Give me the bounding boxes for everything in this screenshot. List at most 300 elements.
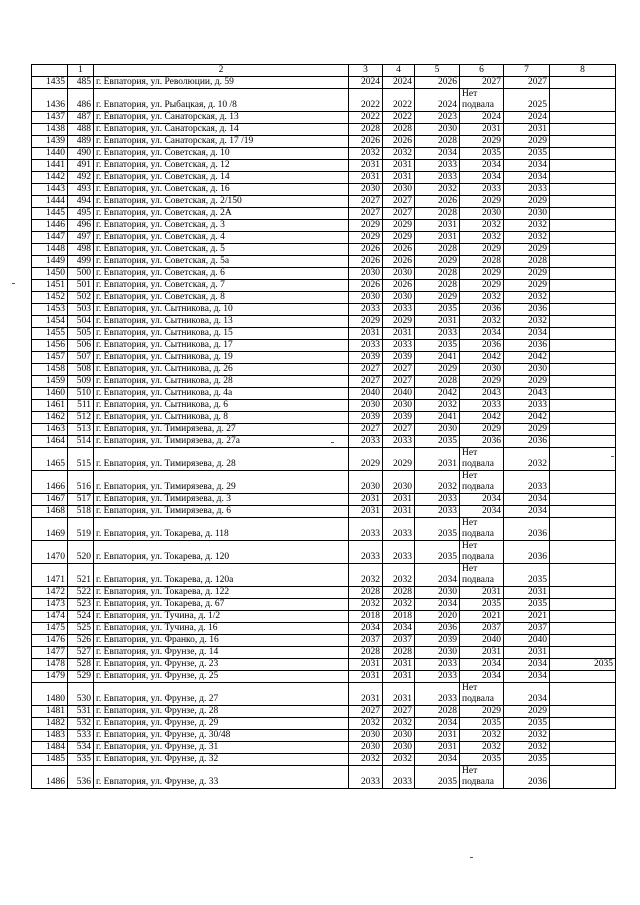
- table-cell-n: 1454: [32, 316, 68, 328]
- table-cell-c5: 2032: [415, 471, 460, 494]
- table-cell-i: 509: [68, 376, 94, 388]
- table-cell-addr: г. Евпатория, ул. Токарева, д. 118: [94, 518, 349, 541]
- table-cell-n: 1451: [32, 280, 68, 292]
- table-cell-c6: 2034: [460, 671, 504, 683]
- table-cell-c7: 2027: [504, 77, 550, 89]
- table-cell-c4: 2026: [383, 244, 415, 256]
- table-cell-c3: 2034: [349, 623, 383, 635]
- table-cell-i: 491: [68, 160, 94, 172]
- table-cell-i: 488: [68, 124, 94, 136]
- table-cell-addr: г. Евпатория, ул. Тимирязева, д. 27а: [94, 436, 349, 448]
- table-cell-c5: 2031: [415, 448, 460, 471]
- table-row: [32, 148, 616, 160]
- table-cell-c7: 2030: [504, 364, 550, 376]
- table-cell-c7: 2036: [504, 304, 550, 316]
- table-cell-c8: [550, 280, 616, 292]
- table-cell-c3: 2031: [349, 160, 383, 172]
- table-cell-i: 523: [68, 599, 94, 611]
- table-cell-c4: 2032: [383, 599, 415, 611]
- table-cell-c6: 2043: [460, 388, 504, 400]
- table-cell-c5: 2033: [415, 172, 460, 184]
- table-cell-c4: 2018: [383, 611, 415, 623]
- table-cell-addr: г. Евпатория, ул. Советская, д. 2/150: [94, 196, 349, 208]
- table-cell-i: 496: [68, 220, 94, 232]
- table-cell-addr: г. Евпатория, ул. Фрунзе, д. 33: [94, 766, 349, 789]
- table-cell-c7: 2043: [504, 388, 550, 400]
- table-cell-c4: 2033: [383, 518, 415, 541]
- cell-text: Нет: [462, 448, 478, 458]
- table-cell-c3: 2027: [349, 364, 383, 376]
- cell-text: подвала: [462, 529, 495, 539]
- table-cell-addr: г. Евпатория, ул. Революции, д. 59: [94, 77, 349, 89]
- table-cell-c8: [550, 412, 616, 424]
- table-cell-addr: г. Евпатория, ул. Советская, д. 16: [94, 184, 349, 196]
- table-cell-c6: 2034: [460, 328, 504, 340]
- table-cell-c7: 2032: [504, 316, 550, 328]
- table-cell-addr: г. Евпатория, ул. Рыбацкая, д. 10 /8: [94, 89, 349, 112]
- table-cell-c6: 2027: [460, 77, 504, 89]
- table-row: [32, 220, 616, 232]
- table-cell-c6: 2029: [460, 376, 504, 388]
- table-cell-addr: г. Евпатория, ул. Сытникова, д. 8: [94, 412, 349, 424]
- table-cell-c6: 2032: [460, 730, 504, 742]
- table-cell-c7: 2028: [504, 256, 550, 268]
- table-cell-c3: 2030: [349, 292, 383, 304]
- table-cell-c8: [550, 124, 616, 136]
- table-row: [32, 706, 616, 718]
- table-cell-c5: 2030: [415, 124, 460, 136]
- table-row: [32, 184, 616, 196]
- table-cell-n: 1482: [32, 718, 68, 730]
- cell-no-basement: [460, 89, 504, 112]
- table-cell-addr: г. Евпатория, ул. Тучина, д. 16: [94, 623, 349, 635]
- table-cell-addr: г. Евпатория, ул. Фрунзе, д. 30/48: [94, 730, 349, 742]
- cell-text: Нет: [462, 541, 478, 551]
- table-cell-c5: 2042: [415, 388, 460, 400]
- header-cell: 5: [415, 65, 460, 77]
- table-cell-c6: 2042: [460, 412, 504, 424]
- table-cell-i: 486: [68, 89, 94, 112]
- table-cell-c8: [550, 635, 616, 647]
- table-cell-c8: [550, 77, 616, 89]
- table-cell-addr: г. Евпатория, ул. Токарева, д. 120: [94, 541, 349, 564]
- cell-no-basement: [460, 448, 504, 471]
- table-row: [32, 494, 616, 506]
- table-cell-n: 1485: [32, 754, 68, 766]
- table-row: [32, 112, 616, 124]
- table-cell-c7: 2032: [504, 232, 550, 244]
- table-row: [32, 172, 616, 184]
- table-cell-addr: г. Евпатория, ул. Санаторская, д. 17 /19: [94, 136, 349, 148]
- table-cell-c5: 2026: [415, 77, 460, 89]
- scan-mark: [611, 456, 614, 457]
- table-cell-c6: 2030: [460, 208, 504, 220]
- table-cell-c4: 2026: [383, 256, 415, 268]
- table-cell-c8: [550, 328, 616, 340]
- table-cell-addr: г. Евпатория, ул. Советская, д. 5: [94, 244, 349, 256]
- table-cell-c7: 2029: [504, 424, 550, 436]
- table-cell-c5: 2035: [415, 340, 460, 352]
- table-cell-i: 498: [68, 244, 94, 256]
- table-cell-c7: 2040: [504, 635, 550, 647]
- cell-no-basement: [460, 564, 504, 587]
- table-cell-c3: 2028: [349, 124, 383, 136]
- table-cell-c7: 2035: [504, 148, 550, 160]
- table-cell-i: 495: [68, 208, 94, 220]
- table-cell-c3: 2033: [349, 304, 383, 316]
- cell-text: Нет: [462, 518, 478, 528]
- table-cell-n: 1452: [32, 292, 68, 304]
- table-cell-c5: 2028: [415, 376, 460, 388]
- table-cell-c6: 2034: [460, 172, 504, 184]
- table-cell-c4: 2031: [383, 671, 415, 683]
- table-cell-c3: 2027: [349, 376, 383, 388]
- table-row: [32, 256, 616, 268]
- table-cell-c3: 2026: [349, 136, 383, 148]
- table-cell-c3: 2030: [349, 400, 383, 412]
- table-cell-c5: 2031: [415, 232, 460, 244]
- table-row: [32, 376, 616, 388]
- table-cell-c3: 2031: [349, 328, 383, 340]
- table-cell-c4: 2029: [383, 220, 415, 232]
- table-cell-c4: 2034: [383, 623, 415, 635]
- table-cell-c3: 2031: [349, 683, 383, 706]
- table-cell-n: 1467: [32, 494, 68, 506]
- table-cell-n: 1476: [32, 635, 68, 647]
- table-cell-c7: 2029: [504, 244, 550, 256]
- table-cell-i: 511: [68, 400, 94, 412]
- table-cell-c8: [550, 220, 616, 232]
- cell-no-basement: [460, 471, 504, 494]
- table-cell-c8: [550, 683, 616, 706]
- table-cell-c8: [550, 376, 616, 388]
- table-cell-n: 1437: [32, 112, 68, 124]
- table-cell-addr: г. Евпатория, ул. Советская, д. 6: [94, 268, 349, 280]
- table-cell-c6: 2029: [460, 706, 504, 718]
- table-cell-c5: 2020: [415, 611, 460, 623]
- table-cell-c8: [550, 494, 616, 506]
- table-cell-n: 1442: [32, 172, 68, 184]
- scan-mark: [331, 442, 334, 443]
- table-cell-c4: 2031: [383, 172, 415, 184]
- table-cell-c6: 2040: [460, 635, 504, 647]
- table-cell-c5: 2029: [415, 364, 460, 376]
- table-cell-c7: 2036: [504, 541, 550, 564]
- table-cell-c3: 2033: [349, 541, 383, 564]
- table-cell-c8: 2035: [550, 659, 616, 671]
- table-cell-c3: 2039: [349, 352, 383, 364]
- table-cell-c7: 2035: [504, 754, 550, 766]
- table-cell-i: 493: [68, 184, 94, 196]
- table-cell-c3: 2027: [349, 706, 383, 718]
- table-cell-c5: 2032: [415, 400, 460, 412]
- table-cell-c8: [550, 388, 616, 400]
- table-cell-c5: 2030: [415, 647, 460, 659]
- table-cell-n: 1478: [32, 659, 68, 671]
- table-cell-i: 505: [68, 328, 94, 340]
- table-cell-n: 1455: [32, 328, 68, 340]
- table-cell-i: 512: [68, 412, 94, 424]
- table-cell-c6: 2033: [460, 184, 504, 196]
- table-cell-c4: 2032: [383, 754, 415, 766]
- table-cell-addr: г. Евпатория, ул. Фрунзе, д. 31: [94, 742, 349, 754]
- table-cell-c7: 2036: [504, 518, 550, 541]
- table-cell-c8: [550, 611, 616, 623]
- table-cell-addr: г. Евпатория, ул. Санаторская, д. 14: [94, 124, 349, 136]
- table-cell-n: 1460: [32, 388, 68, 400]
- table-cell-c7: 2032: [504, 730, 550, 742]
- table-cell-c3: 2039: [349, 412, 383, 424]
- table-cell-c6: 2024: [460, 112, 504, 124]
- cell-no-basement: [460, 518, 504, 541]
- table-cell-c8: [550, 89, 616, 112]
- table-cell-i: 515: [68, 448, 94, 471]
- table-cell-addr: г. Евпатория, ул. Сытникова, д. 6: [94, 400, 349, 412]
- table-cell-c3: 2033: [349, 766, 383, 789]
- table-cell-c7: 2034: [504, 494, 550, 506]
- table-cell-c7: 2032: [504, 448, 550, 471]
- table-cell-n: 1449: [32, 256, 68, 268]
- table-cell-i: 526: [68, 635, 94, 647]
- table-cell-addr: г. Евпатория, ул. Фрунзе, д. 14: [94, 647, 349, 659]
- cell-text: подвала: [462, 100, 495, 110]
- table-cell-n: 1472: [32, 587, 68, 599]
- header-cell: 2: [94, 65, 349, 77]
- table-row: [32, 364, 616, 376]
- table-cell-n: 1462: [32, 412, 68, 424]
- table-cell-addr: г. Евпатория, ул. Сытникова, д. 26: [94, 364, 349, 376]
- table-cell-n: 1469: [32, 518, 68, 541]
- table-cell-c5: 2034: [415, 564, 460, 587]
- table-cell-c3: 2027: [349, 208, 383, 220]
- table-cell-addr: г. Евпатория, ул. Франко, д. 16: [94, 635, 349, 647]
- table-cell-c4: 2030: [383, 471, 415, 494]
- table-cell-c7: 2035: [504, 718, 550, 730]
- table-cell-c4: 2031: [383, 659, 415, 671]
- table-cell-c4: 2028: [383, 124, 415, 136]
- table-cell-c5: 2028: [415, 208, 460, 220]
- table-cell-addr: г. Евпатория, ул. Советская, д. 7: [94, 280, 349, 292]
- table-cell-n: 1475: [32, 623, 68, 635]
- table-cell-c8: [550, 599, 616, 611]
- table-cell-n: 1459: [32, 376, 68, 388]
- table-cell-c4: 2026: [383, 280, 415, 292]
- table-cell-i: 508: [68, 364, 94, 376]
- table-cell-c4: 2029: [383, 316, 415, 328]
- table-cell-c7: 2034: [504, 671, 550, 683]
- table-cell-c4: 2030: [383, 268, 415, 280]
- table-cell-c4: 2026: [383, 136, 415, 148]
- table-row: [32, 340, 616, 352]
- table-cell-c5: 2028: [415, 268, 460, 280]
- table-cell-i: 501: [68, 280, 94, 292]
- table-cell-c5: 2033: [415, 328, 460, 340]
- table-cell-i: 516: [68, 471, 94, 494]
- table-cell-c5: 2028: [415, 280, 460, 292]
- table-cell-n: 1440: [32, 148, 68, 160]
- table-cell-c4: 2033: [383, 541, 415, 564]
- table-cell-addr: г. Евпатория, ул. Сытникова, д. 15: [94, 328, 349, 340]
- table-cell-c5: 2034: [415, 754, 460, 766]
- table-cell-c6: 2030: [460, 364, 504, 376]
- table-cell-c5: 2035: [415, 436, 460, 448]
- table-cell-c4: 2027: [383, 424, 415, 436]
- table-cell-n: 1466: [32, 471, 68, 494]
- table-cell-c6: 2032: [460, 220, 504, 232]
- table-cell-c7: 2035: [504, 564, 550, 587]
- table-cell-i: 514: [68, 436, 94, 448]
- table-cell-c7: 2033: [504, 184, 550, 196]
- data-table: [31, 64, 616, 789]
- table-cell-c3: 2033: [349, 436, 383, 448]
- table-cell-c8: [550, 623, 616, 635]
- table-cell-addr: г. Евпатория, ул. Тимирязева, д. 29: [94, 471, 349, 494]
- table-cell-addr: г. Евпатория, ул. Фрунзе, д. 23: [94, 659, 349, 671]
- table-cell-n: 1446: [32, 220, 68, 232]
- table-cell-c8: [550, 742, 616, 754]
- table-cell-c5: 2035: [415, 541, 460, 564]
- table-cell-c6: 2031: [460, 124, 504, 136]
- table-cell-addr: г. Евпатория, ул. Советская, д. 8: [94, 292, 349, 304]
- table-row: [32, 448, 616, 471]
- table-row: [32, 316, 616, 328]
- table-cell-c3: 2026: [349, 280, 383, 292]
- header-cell: 1: [68, 65, 94, 77]
- table-cell-c5: 2033: [415, 494, 460, 506]
- table-cell-c3: 2031: [349, 671, 383, 683]
- table-cell-c8: [550, 148, 616, 160]
- table-cell-c8: [550, 256, 616, 268]
- table-cell-c8: [550, 268, 616, 280]
- table-cell-n: 1477: [32, 647, 68, 659]
- table-cell-c5: 2036: [415, 623, 460, 635]
- table-cell-i: 530: [68, 683, 94, 706]
- table-cell-c4: 2022: [383, 112, 415, 124]
- table-row: [32, 328, 616, 340]
- table-cell-addr: г. Евпатория, ул. Советская, д. 5а: [94, 256, 349, 268]
- table-cell-c7: 2032: [504, 220, 550, 232]
- table-cell-c6: 2032: [460, 742, 504, 754]
- table-row: [32, 232, 616, 244]
- table-cell-i: 499: [68, 256, 94, 268]
- table-cell-addr: г. Евпатория, ул. Советская, д. 2А: [94, 208, 349, 220]
- table-row: [32, 208, 616, 220]
- table-cell-c4: 2028: [383, 647, 415, 659]
- table-cell-c3: 2018: [349, 611, 383, 623]
- table-cell-c5: 2032: [415, 184, 460, 196]
- table-cell-c8: [550, 671, 616, 683]
- table-cell-c7: 2034: [504, 506, 550, 518]
- table-row: [32, 518, 616, 541]
- table-cell-i: 485: [68, 77, 94, 89]
- table-cell-c7: 2033: [504, 400, 550, 412]
- table-cell-c4: 2027: [383, 208, 415, 220]
- table-cell-c4: 2039: [383, 352, 415, 364]
- table-cell-c5: 2033: [415, 506, 460, 518]
- table-cell-addr: г. Евпатория, ул. Советская, д. 12: [94, 160, 349, 172]
- table-cell-c5: 2039: [415, 635, 460, 647]
- table-cell-c7: 2029: [504, 280, 550, 292]
- table-cell-c6: 2036: [460, 340, 504, 352]
- table-cell-n: 1457: [32, 352, 68, 364]
- table-cell-addr: г. Евпатория, ул. Санаторская, д. 13: [94, 112, 349, 124]
- cell-text: Нет: [462, 564, 478, 574]
- table-cell-addr: г. Евпатория, ул. Советская, д. 10: [94, 148, 349, 160]
- table-cell-c4: 2030: [383, 730, 415, 742]
- table-cell-c5: 2031: [415, 730, 460, 742]
- table-cell-i: 529: [68, 671, 94, 683]
- table-cell-c7: 2029: [504, 136, 550, 148]
- table-cell-c5: 2031: [415, 742, 460, 754]
- table-cell-addr: г. Евпатория, ул. Фрунзе, д. 32: [94, 754, 349, 766]
- table-cell-c8: [550, 706, 616, 718]
- table-cell-c3: 2033: [349, 340, 383, 352]
- cell-no-basement: [460, 541, 504, 564]
- table-cell-c7: 2034: [504, 328, 550, 340]
- table-cell-c3: 2029: [349, 316, 383, 328]
- table-cell-addr: г. Евпатория, ул. Токарева, д. 120а: [94, 564, 349, 587]
- table-cell-c4: 2039: [383, 412, 415, 424]
- table-cell-c4: 2032: [383, 148, 415, 160]
- table-cell-c3: 2031: [349, 506, 383, 518]
- table-cell-c4: 2027: [383, 706, 415, 718]
- table-cell-c7: 2034: [504, 683, 550, 706]
- table-cell-c4: 2030: [383, 184, 415, 196]
- table-cell-c5: 2026: [415, 196, 460, 208]
- table-row: [32, 268, 616, 280]
- table-row: [32, 599, 616, 611]
- table-cell-c5: 2034: [415, 599, 460, 611]
- table-cell-n: 1480: [32, 683, 68, 706]
- header-row: [32, 65, 616, 77]
- table-cell-c3: 2030: [349, 471, 383, 494]
- table-cell-n: 1473: [32, 599, 68, 611]
- cell-no-basement: [460, 683, 504, 706]
- table-cell-c8: [550, 471, 616, 494]
- table-cell-c6: 2032: [460, 316, 504, 328]
- table-cell-c8: [550, 364, 616, 376]
- table-row: [32, 304, 616, 316]
- cell-text: Нет: [462, 766, 478, 776]
- table-cell-i: 519: [68, 518, 94, 541]
- table-cell-c7: 2036: [504, 340, 550, 352]
- table-cell-c4: 2029: [383, 232, 415, 244]
- table-cell-n: 1464: [32, 436, 68, 448]
- table-cell-c8: [550, 160, 616, 172]
- table-cell-c7: 2034: [504, 659, 550, 671]
- table-cell-c5: 2035: [415, 518, 460, 541]
- table-cell-c3: 2032: [349, 754, 383, 766]
- table-cell-addr: г. Евпатория, ул. Советская, д. 3: [94, 220, 349, 232]
- table-row: [32, 683, 616, 706]
- table-cell-c3: 2029: [349, 232, 383, 244]
- cell-text: подвала: [462, 459, 495, 469]
- table-cell-addr: г. Евпатория, ул. Сытникова, д. 28: [94, 376, 349, 388]
- table-cell-c4: 2032: [383, 564, 415, 587]
- table-cell-i: 510: [68, 388, 94, 400]
- table-cell-c7: 2034: [504, 172, 550, 184]
- table-cell-n: 1435: [32, 77, 68, 89]
- table-cell-c6: 2035: [460, 148, 504, 160]
- table-row: [32, 400, 616, 412]
- table-cell-c3: 2030: [349, 184, 383, 196]
- table-cell-c6: 2029: [460, 244, 504, 256]
- table-cell-c8: [550, 316, 616, 328]
- table-cell-c5: 2030: [415, 587, 460, 599]
- table-cell-c8: [550, 304, 616, 316]
- table-cell-addr: г. Евпатория, ул. Тимирязева, д. 3: [94, 494, 349, 506]
- table-cell-c3: 2027: [349, 424, 383, 436]
